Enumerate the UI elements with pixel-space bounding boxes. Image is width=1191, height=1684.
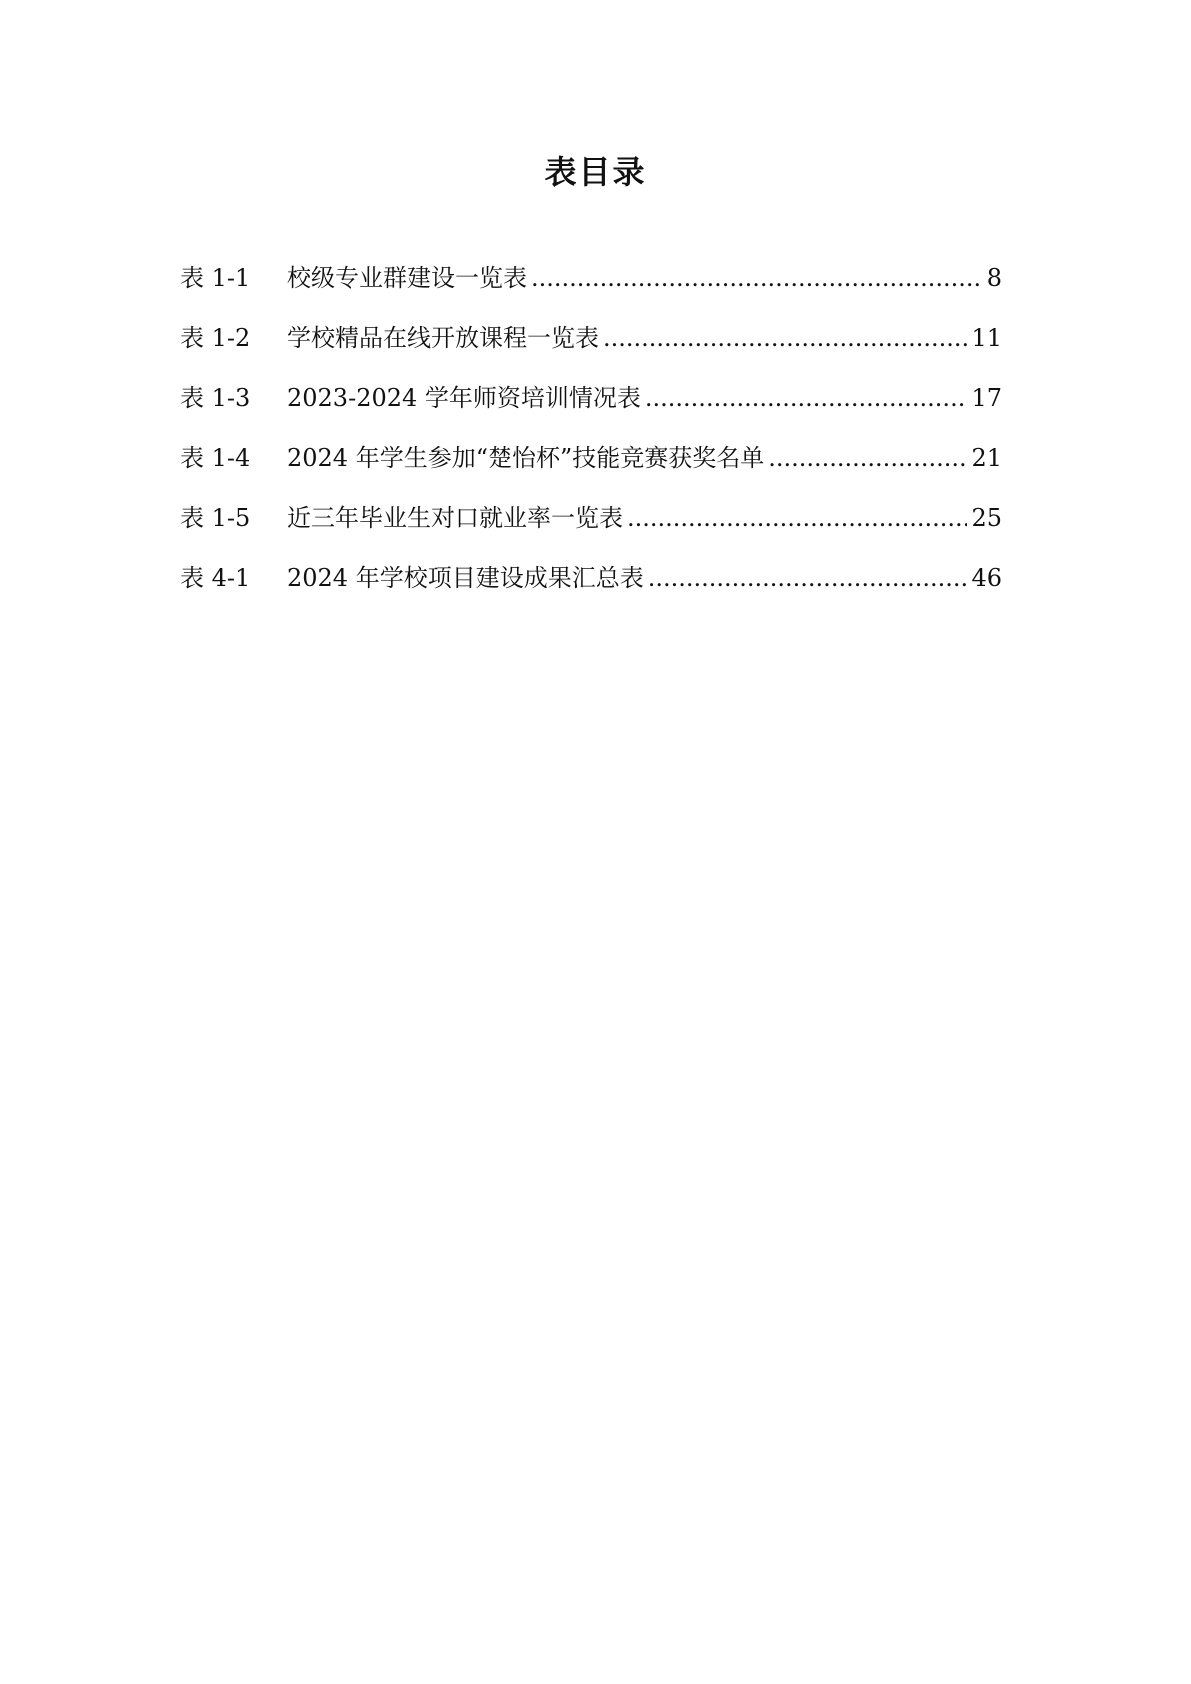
toc-entry-number: 表 1-3	[180, 384, 251, 412]
dot-leader	[645, 382, 968, 414]
dot-leader	[648, 562, 968, 594]
toc-entry-page: 25	[971, 504, 1002, 532]
toc-entry[interactable]	[180, 262, 1002, 322]
toc-entry-number: 表 4-1	[180, 564, 251, 592]
dot-leader	[531, 262, 983, 294]
toc-entry-title: 2024 年学校项目建设成果汇总表	[287, 564, 644, 592]
toc-entry-title: 2023-2024 学年师资培训情况表	[287, 384, 641, 412]
toc-entry-page: 46	[971, 564, 1002, 592]
table-of-tables	[180, 262, 1002, 622]
toc-entry-title: 学校精品在线开放课程一览表	[287, 324, 599, 352]
toc-entry-page: 17	[971, 384, 1002, 412]
dot-leader	[603, 322, 967, 354]
toc-entry-number: 表 1-2	[180, 324, 251, 352]
toc-entry-title: 校级专业群建设一览表	[287, 264, 527, 292]
toc-entry[interactable]	[180, 322, 1002, 382]
dot-leader	[627, 502, 967, 534]
toc-entry-title: 2024 年学生参加“楚怡杯”技能竞赛获奖名单	[287, 444, 765, 472]
toc-entry-title: 近三年毕业生对口就业率一览表	[287, 504, 623, 532]
toc-entry-number: 表 1-1	[180, 264, 251, 292]
toc-entry[interactable]	[180, 382, 1002, 442]
toc-entry-page: 11	[971, 324, 1002, 352]
toc-entry[interactable]	[180, 562, 1002, 622]
toc-entry-page: 21	[971, 444, 1002, 472]
toc-entry-number: 表 1-4	[180, 444, 251, 472]
dot-leader	[768, 442, 967, 474]
toc-entry-page: 8	[986, 264, 1002, 292]
page-title: 表目录	[544, 153, 647, 191]
toc-entry-number: 表 1-5	[180, 504, 251, 532]
toc-entry[interactable]	[180, 502, 1002, 562]
toc-entry[interactable]	[180, 442, 1002, 502]
